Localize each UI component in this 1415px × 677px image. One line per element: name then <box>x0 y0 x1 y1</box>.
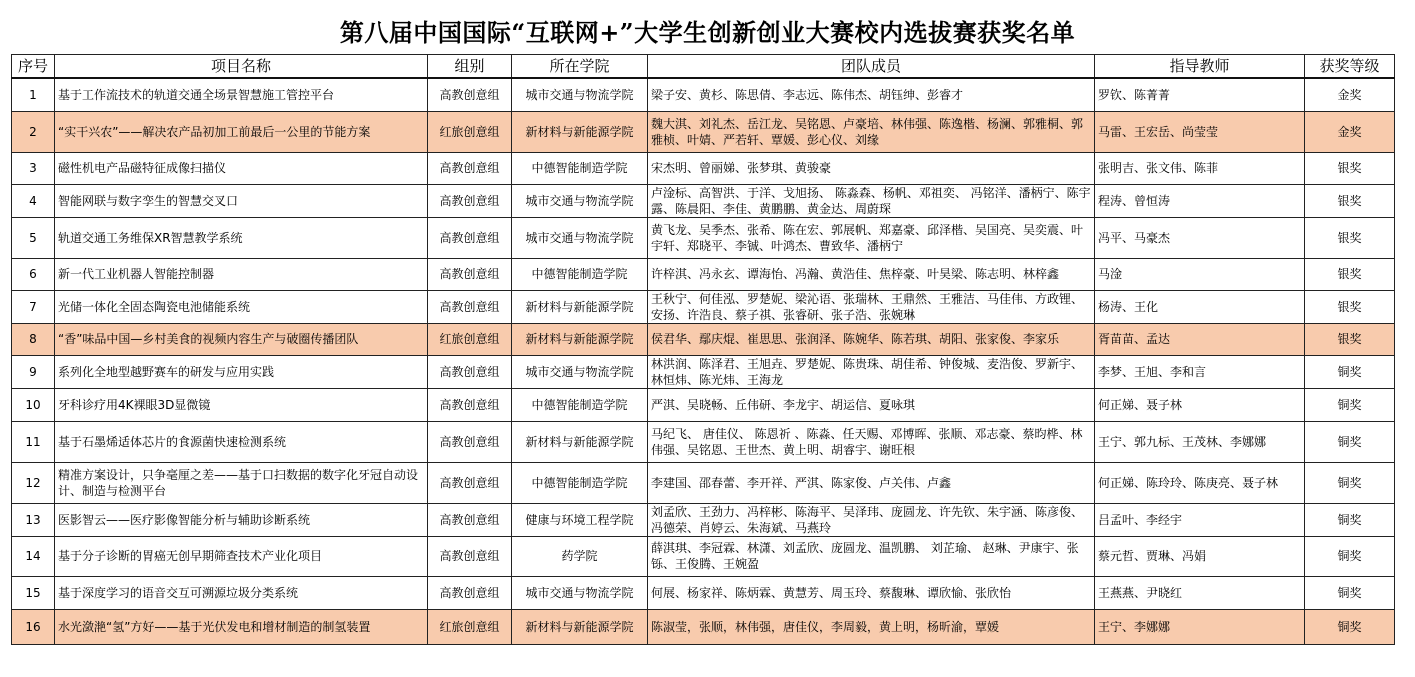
award-level-cell <box>1305 217 1395 258</box>
row-number: 9 <box>29 364 37 379</box>
table-row <box>12 78 1395 111</box>
award-table <box>11 54 1395 645</box>
row-number-cell <box>12 462 55 503</box>
advisors: 何正娣、聂子林 <box>1098 397 1183 412</box>
team-members-cell <box>648 355 1095 388</box>
college-name-cell <box>512 78 648 111</box>
award-level-cell <box>1305 258 1395 290</box>
project-name-cell <box>55 78 428 111</box>
award-level-cell <box>1305 184 1395 217</box>
group-name-cell <box>428 78 512 111</box>
college-name: 中德智能制造学院 <box>531 475 628 490</box>
award-level-cell <box>1305 421 1395 462</box>
group-name-cell <box>428 217 512 258</box>
header-award: 获奖等级 <box>1305 55 1395 79</box>
advisors-cell <box>1095 217 1305 258</box>
header-project: 项目名称 <box>55 55 428 79</box>
team-members: 李建国、邵春蕾、李开祥、严淇、陈家俊、卢关伟、卢鑫 <box>651 475 952 490</box>
award-level: 银奖 <box>1337 267 1362 281</box>
award-level: 铜奖 <box>1337 475 1362 490</box>
award-level: 银奖 <box>1337 230 1362 245</box>
award-level-cell <box>1305 503 1395 536</box>
group-name: 红旅创意组 <box>439 619 500 634</box>
college-name: 新材料与新能源学院 <box>525 619 634 634</box>
award-level: 铜奖 <box>1337 364 1362 379</box>
row-number: 13 <box>25 512 41 527</box>
team-members-cell <box>648 536 1095 576</box>
award-level: 铜奖 <box>1337 397 1362 412</box>
group-name-cell <box>428 421 512 462</box>
group-name: 高教创意组 <box>439 161 500 175</box>
page-title: 第八届中国国际“互联网+”大学生创新创业大赛校内选拔赛获奖名单 <box>339 18 1076 47</box>
award-level: 铜奖 <box>1337 512 1362 527</box>
project-name-cell <box>55 258 428 290</box>
project-name: 牙科诊疗用4K裸眼3D显微镜 <box>58 397 211 412</box>
advisors-cell <box>1095 388 1305 421</box>
row-number-cell <box>12 421 55 462</box>
table-row <box>12 217 1395 258</box>
advisors-cell <box>1095 152 1305 184</box>
project-name-cell <box>55 609 428 644</box>
college-name-cell <box>512 184 648 217</box>
advisors: 李梦、王旭、李和言 <box>1098 364 1207 379</box>
row-number-cell <box>12 323 55 355</box>
header-group: 组别 <box>428 55 512 79</box>
advisors: 张明吉、张文伟、陈菲 <box>1098 161 1219 175</box>
team-members: 何展、杨家祥、陈炳霖、黄慧芳、周玉玲、蔡馥琳、谭欣愉、张欣怡 <box>651 585 1012 600</box>
advisors: 罗钦、陈菁菁 <box>1098 87 1171 102</box>
advisors-cell <box>1095 609 1305 644</box>
group-name: 高教创意组 <box>439 512 500 527</box>
table-row <box>12 536 1395 576</box>
team-members-cell <box>648 184 1095 217</box>
team-members: 刘孟欣、王劲力、冯梓彬、陈海平、吴泽玮、庞圆龙、许先钦、朱宇涵、陈彦俊、冯德荣、肖婷云、朱海斌、马燕玲 <box>651 504 1084 535</box>
team-members: 梁子安、黄杉、陈思倩、李志远、陈伟杰、胡钰绅、彭睿才 <box>651 87 964 102</box>
row-number-cell <box>12 503 55 536</box>
advisors: 吕孟叶、李经宇 <box>1098 512 1183 527</box>
award-level-cell <box>1305 462 1395 503</box>
award-level-cell <box>1305 355 1395 388</box>
table-row <box>12 355 1395 388</box>
header-advisors: 指导教师 <box>1095 55 1305 79</box>
group-name-cell <box>428 184 512 217</box>
table-row <box>12 258 1395 290</box>
row-number: 14 <box>25 549 41 563</box>
table-row <box>12 503 1395 536</box>
row-number: 3 <box>29 161 37 175</box>
project-name-cell <box>55 503 428 536</box>
group-name: 高教创意组 <box>439 475 500 490</box>
table-row <box>12 388 1395 421</box>
team-members-cell <box>648 462 1095 503</box>
project-name-cell <box>55 388 428 421</box>
header-members: 团队成员 <box>648 55 1095 79</box>
project-name: 基于石墨烯适体芯片的食源菌快速检测系统 <box>58 434 287 449</box>
college-name: 药学院 <box>561 549 598 563</box>
team-members-cell <box>648 421 1095 462</box>
group-name: 高教创意组 <box>439 585 500 600</box>
team-members-cell <box>648 503 1095 536</box>
project-name: 磁性机电产品磁特征成像扫描仪 <box>58 161 227 175</box>
table-row <box>12 609 1395 644</box>
award-level: 金奖 <box>1337 124 1362 139</box>
team-members-cell <box>648 576 1095 609</box>
group-name-cell <box>428 323 512 355</box>
project-name: “实干兴农”——解决农产品初加工前最后一公里的节能方案 <box>58 124 371 139</box>
row-number: 6 <box>29 267 37 281</box>
project-name: “香”味品中国—乡村美食的视频内容生产与破圈传播团队 <box>58 332 359 346</box>
advisors: 王燕燕、尹晓红 <box>1098 585 1183 600</box>
project-name: 医影智云——医疗影像智能分析与辅助诊断系统 <box>58 512 311 527</box>
project-name: 智能网联与数字孪生的智慧交叉口 <box>58 193 239 208</box>
team-members: 魏大淇、刘礼杰、岳江龙、吴铭恩、卢豪培、林伟强、陈逸楷、杨澜、郭雅桐、郭雅桢、叶婧、严若轩、覃媛、彭心仪、刘缘 <box>651 116 1084 147</box>
row-number-cell <box>12 388 55 421</box>
table-row <box>12 184 1395 217</box>
college-name-cell <box>512 111 648 152</box>
table-header-row <box>12 55 1395 79</box>
project-name: 基于工作流技术的轨道交通全场景智慧施工管控平台 <box>58 87 335 102</box>
row-number: 16 <box>25 619 41 634</box>
project-name-cell <box>55 323 428 355</box>
team-members-cell <box>648 78 1095 111</box>
group-name: 高教创意组 <box>439 87 500 102</box>
project-name-cell <box>55 355 428 388</box>
award-level-cell <box>1305 388 1395 421</box>
row-number: 1 <box>29 87 37 102</box>
project-name-cell <box>55 576 428 609</box>
team-members: 黄飞龙、吴季杰、张希、陈在宏、郭展帆、郑嘉豪、邱泽楷、吴国亮、吴奕震、叶宇轩、郑晓平、李铖、叶鸿杰、曹致华、潘柄宁 <box>651 222 1084 253</box>
advisors: 程涛、曾恒涛 <box>1098 193 1171 208</box>
award-level: 银奖 <box>1337 299 1362 314</box>
table-row <box>12 290 1395 323</box>
team-members-cell <box>648 217 1095 258</box>
row-number-cell <box>12 290 55 323</box>
team-members-cell <box>648 609 1095 644</box>
award-level-cell <box>1305 536 1395 576</box>
project-name-cell <box>55 421 428 462</box>
project-name-cell <box>55 290 428 323</box>
row-number-cell <box>12 184 55 217</box>
row-number: 7 <box>29 299 37 314</box>
college-name-cell <box>512 609 648 644</box>
project-name: 基于深度学习的语音交互可溯源垃圾分类系统 <box>58 585 299 600</box>
project-name: 系列化全地型越野赛车的研发与应用实践 <box>58 364 275 379</box>
table-row <box>12 462 1395 503</box>
college-name-cell <box>512 576 648 609</box>
row-number: 15 <box>25 585 41 600</box>
college-name: 城市交通与物流学院 <box>525 193 634 208</box>
college-name-cell <box>512 388 648 421</box>
award-level: 铜奖 <box>1337 619 1362 634</box>
college-name-cell <box>512 421 648 462</box>
row-number-cell <box>12 536 55 576</box>
group-name-cell <box>428 152 512 184</box>
award-level-cell <box>1305 290 1395 323</box>
project-name-cell <box>55 111 428 152</box>
group-name-cell <box>428 258 512 290</box>
college-name: 新材料与新能源学院 <box>525 299 634 314</box>
team-members: 卢淦标、高智洪、于洋、戈旭扬、 陈淼森、杨帆、邓祖奕、 冯铭洋、潘柄宁、陈宇露、陈晨阳、李佳、黄鹏鹏、黄金达、周蔚琛 <box>651 185 1091 216</box>
table-row <box>12 111 1395 152</box>
award-level-cell <box>1305 111 1395 152</box>
table-row <box>12 152 1395 184</box>
advisors-cell <box>1095 462 1305 503</box>
award-level: 铜奖 <box>1337 585 1362 600</box>
header-no: 序号 <box>12 55 55 79</box>
table-row <box>12 421 1395 462</box>
row-number: 11 <box>25 434 41 449</box>
row-number-cell <box>12 217 55 258</box>
advisors-cell <box>1095 78 1305 111</box>
advisors: 马淦 <box>1098 267 1123 281</box>
team-members: 林洪润、陈泽君、王旭垚、罗楚妮、陈贵珠、胡佳希、钟俊城、麦浩俊、罗新宇、林恒炜、陈光炜、王海龙 <box>651 356 1084 387</box>
college-name-cell <box>512 536 648 576</box>
group-name: 红旅创意组 <box>439 124 500 139</box>
group-name-cell <box>428 503 512 536</box>
advisors: 蔡元哲、贾琳、冯娟 <box>1098 549 1207 563</box>
row-number-cell <box>12 78 55 111</box>
award-level-cell <box>1305 78 1395 111</box>
row-number-cell <box>12 258 55 290</box>
team-members-cell <box>648 258 1095 290</box>
college-name-cell <box>512 355 648 388</box>
group-name: 高教创意组 <box>439 299 500 314</box>
row-number-cell <box>12 152 55 184</box>
advisors: 何正娣、陈玲玲、陈庚亮、聂子林 <box>1098 475 1279 490</box>
team-members-cell <box>648 111 1095 152</box>
project-name: 轨道交通工务维保XR智慧教学系统 <box>58 230 243 245</box>
group-name-cell <box>428 355 512 388</box>
project-name-cell <box>55 536 428 576</box>
group-name-cell <box>428 462 512 503</box>
team-members: 薛淇琪、李冠霖、林潇、刘孟欣、庞圆龙、温凯鹏、 刘芷瑜、 赵琳、尹康宇、张铄、王俊腾、王婉盈 <box>651 541 1079 571</box>
team-members-cell <box>648 290 1095 323</box>
project-name: 光储一体化全固态陶瓷电池储能系统 <box>58 299 251 314</box>
team-members: 马纪飞、 唐佳仪、 陈恩祈 、陈淼、任天赐、邓博晖、张顺、邓志豪、蔡昀桦、林伟强、吴铭恩、王世杰、黄上明、胡睿宇、谢旺根 <box>651 426 1083 457</box>
group-name-cell <box>428 290 512 323</box>
group-name: 高教创意组 <box>439 397 500 412</box>
row-number: 5 <box>29 230 37 245</box>
college-name: 健康与环境工程学院 <box>525 512 634 527</box>
team-members: 侯君华、鄢庆焜、崔思思、张润泽、陈婉华、陈若琪、胡阳、张家俊、李家乐 <box>651 332 1060 346</box>
advisors-cell <box>1095 323 1305 355</box>
row-number: 10 <box>25 397 41 412</box>
group-name-cell <box>428 576 512 609</box>
group-name: 高教创意组 <box>439 193 500 208</box>
header-college: 所在学院 <box>512 55 648 79</box>
award-level-cell <box>1305 576 1395 609</box>
row-number-cell <box>12 111 55 152</box>
award-level-cell <box>1305 323 1395 355</box>
college-name: 新材料与新能源学院 <box>525 434 634 449</box>
group-name: 高教创意组 <box>439 434 500 449</box>
award-level-cell <box>1305 609 1395 644</box>
advisors: 胥苗苗、孟达 <box>1098 332 1171 346</box>
team-members: 陈淑莹，张顺，林伟强，唐佳仪，李周毅，黄上明，杨昕渝，覃媛 <box>651 619 1000 634</box>
college-name: 中德智能制造学院 <box>531 267 628 281</box>
project-name: 基于分子诊断的胃癌无创早期筛查技术产业化项目 <box>58 549 323 563</box>
award-level: 银奖 <box>1337 161 1362 175</box>
college-name-cell <box>512 462 648 503</box>
group-name: 红旅创意组 <box>439 332 500 346</box>
advisors-cell <box>1095 258 1305 290</box>
row-number-cell <box>12 355 55 388</box>
award-level: 银奖 <box>1337 332 1362 346</box>
project-name-cell <box>55 184 428 217</box>
advisors-cell <box>1095 355 1305 388</box>
table-row <box>12 576 1395 609</box>
advisors-cell <box>1095 184 1305 217</box>
award-level: 金奖 <box>1337 87 1362 102</box>
college-name-cell <box>512 503 648 536</box>
advisors: 王宁、李娜娜 <box>1098 619 1171 634</box>
award-level-cell <box>1305 152 1395 184</box>
group-name-cell <box>428 609 512 644</box>
college-name: 新材料与新能源学院 <box>525 332 634 346</box>
college-name-cell <box>512 152 648 184</box>
row-number: 12 <box>25 475 41 490</box>
row-number: 2 <box>29 124 37 139</box>
college-name-cell <box>512 323 648 355</box>
advisors-cell <box>1095 503 1305 536</box>
college-name: 中德智能制造学院 <box>531 397 628 412</box>
team-members-cell <box>648 388 1095 421</box>
project-name-cell <box>55 152 428 184</box>
award-level: 铜奖 <box>1337 434 1362 449</box>
award-level: 银奖 <box>1337 193 1362 208</box>
college-name: 城市交通与物流学院 <box>525 585 634 600</box>
team-members: 许梓淇、冯永玄、谭海怡、冯瀚、黄浩佳、焦梓豪、叶昊梁、陈志明、林梓鑫 <box>651 267 1060 281</box>
advisors-cell <box>1095 290 1305 323</box>
group-name-cell <box>428 536 512 576</box>
row-number-cell <box>12 576 55 609</box>
row-number-cell <box>12 609 55 644</box>
group-name: 高教创意组 <box>439 549 500 563</box>
advisors: 马雷、王宏岳、尚莹莹 <box>1098 124 1219 139</box>
college-name: 城市交通与物流学院 <box>525 87 634 102</box>
advisors-cell <box>1095 576 1305 609</box>
project-name: 新一代工业机器人智能控制器 <box>58 267 215 281</box>
team-members: 宋杰明、曾丽娣、张梦琪、黄骏豪 <box>651 161 832 175</box>
table-row <box>12 323 1395 355</box>
advisors: 杨涛、王化 <box>1098 299 1159 314</box>
advisors-cell <box>1095 421 1305 462</box>
project-name-cell <box>55 217 428 258</box>
award-level: 铜奖 <box>1337 549 1362 563</box>
team-members-cell <box>648 152 1095 184</box>
advisors: 冯平、马豪杰 <box>1098 230 1171 245</box>
college-name: 新材料与新能源学院 <box>525 124 634 139</box>
college-name-cell <box>512 290 648 323</box>
advisors: 王宁、郭九标、王茂林、李娜娜 <box>1098 434 1267 449</box>
group-name-cell <box>428 388 512 421</box>
team-members: 王秋宁、何佳泓、罗楚妮、梁沁语、张瑞林、王鼎然、王雅洁、马佳伟、方政锂、安扬、许浩良、蔡子祺、张睿研、张子浩、张婉琳 <box>651 291 1084 322</box>
college-name: 城市交通与物流学院 <box>525 364 634 379</box>
project-name-cell <box>55 462 428 503</box>
college-name-cell <box>512 258 648 290</box>
team-members: 严淇、吴晓畅、丘伟研、李龙宇、胡运信、夏咏琪 <box>651 397 916 412</box>
college-name-cell <box>512 217 648 258</box>
group-name-cell <box>428 111 512 152</box>
row-number: 8 <box>29 332 37 346</box>
advisors-cell <box>1095 111 1305 152</box>
team-members-cell <box>648 323 1095 355</box>
row-number: 4 <box>29 193 37 208</box>
group-name: 高教创意组 <box>439 230 500 245</box>
project-name: 水光潋滟“氢”方好——基于光伏发电和增材制造的制氢装置 <box>58 619 371 634</box>
college-name: 城市交通与物流学院 <box>525 230 634 245</box>
group-name: 高教创意组 <box>439 267 500 281</box>
group-name: 高教创意组 <box>439 364 500 379</box>
project-name: 精准方案设计，只争毫厘之差——基于口扫数据的数字化牙冠自动设计、制造与检测平台 <box>58 467 419 498</box>
advisors-cell <box>1095 536 1305 576</box>
college-name: 中德智能制造学院 <box>531 161 628 175</box>
